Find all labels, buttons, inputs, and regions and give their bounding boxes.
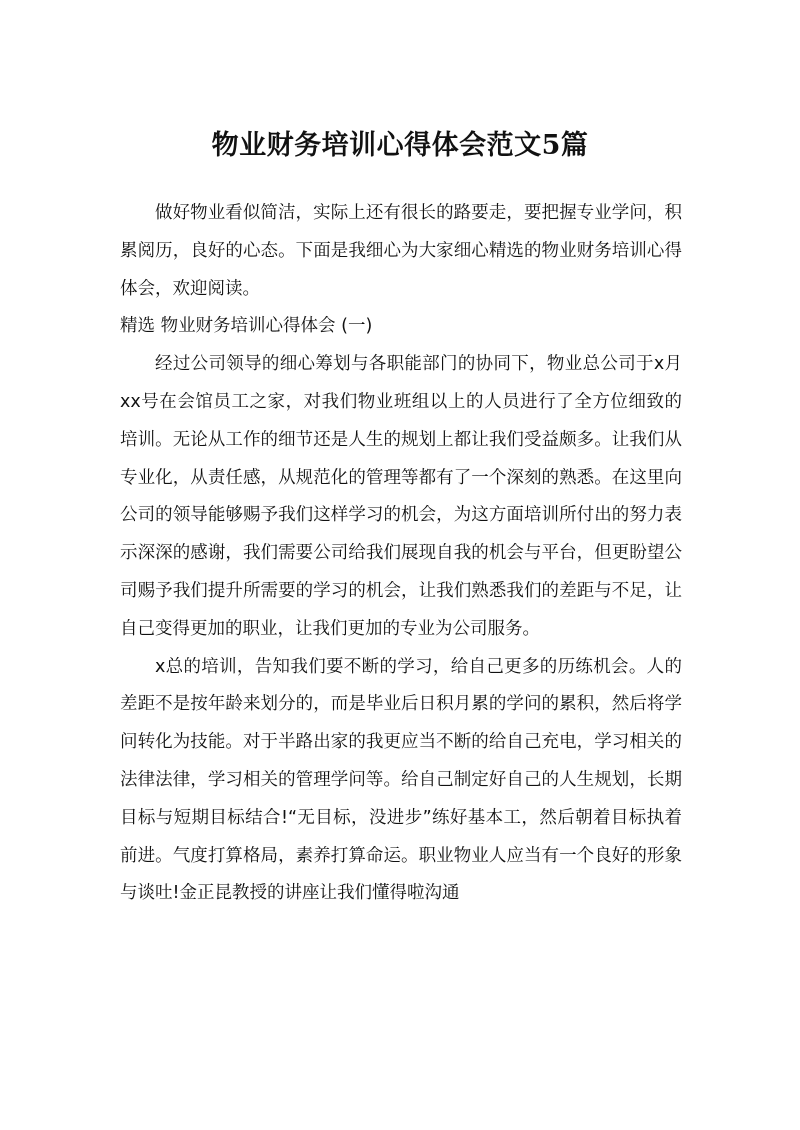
document-title: 物业财务培训心得体会范文5篇 (211, 130, 589, 161)
section-heading: 精选 物业财务培训心得体会 (一) (120, 316, 373, 337)
body-paragraph: 经过公司领导的细心筹划与各职能部门的协同下，物业总公司于x月xx号在会馆员工之家，对我们物业班组以上的人员进行了全方位细致的培训。无论从工作的细节还是人生的规划上都让我们受益颇多。让我们从专业化，从责任感，从规范化的管理等都有了一个深刻的熟悉。在这里向公司的领导能够赐予我们这样学习的机会，为这方面培训所付出的努力表示深深的感谢，我们需要公司给我们展现自我的机会与平台，但更盼望公司赐予我们提升所需要的学习的机会，让我们熟悉我们的差距与不足，让自己变得更加的职业，让我们更加的专业为公司服务。 (120, 354, 682, 639)
intro-paragraph: 做好物业看似简洁，实际上还有很长的路要走，要把握专业学问，积累阅历，良好的心态。下面是我细心为大家细心精选的物业财务培训心得体会，欢迎阅读。 (120, 203, 682, 299)
document-body (120, 195, 682, 913)
body-paragraph: x总的培训，告知我们要不断的学习，给自己更多的历练机会。人的差距不是按年龄来划分的，而是毕业后日积月累的学问的累积，然后将学问转化为技能。对于半路出家的我更应当不断的给自己充电，学习相关的法律法律，学习相关的管理学问等。给自己制定好自己的人生规划，长期目标与短期目标结合!“无目标，没进步”练好基本工，然后朝着目标执着前进。气度打算格局，素养打算命运。职业物业人应当有一个良好的形象与谈吐!金正昆教授的讲座让我们懂得啦沟通 (120, 656, 682, 904)
